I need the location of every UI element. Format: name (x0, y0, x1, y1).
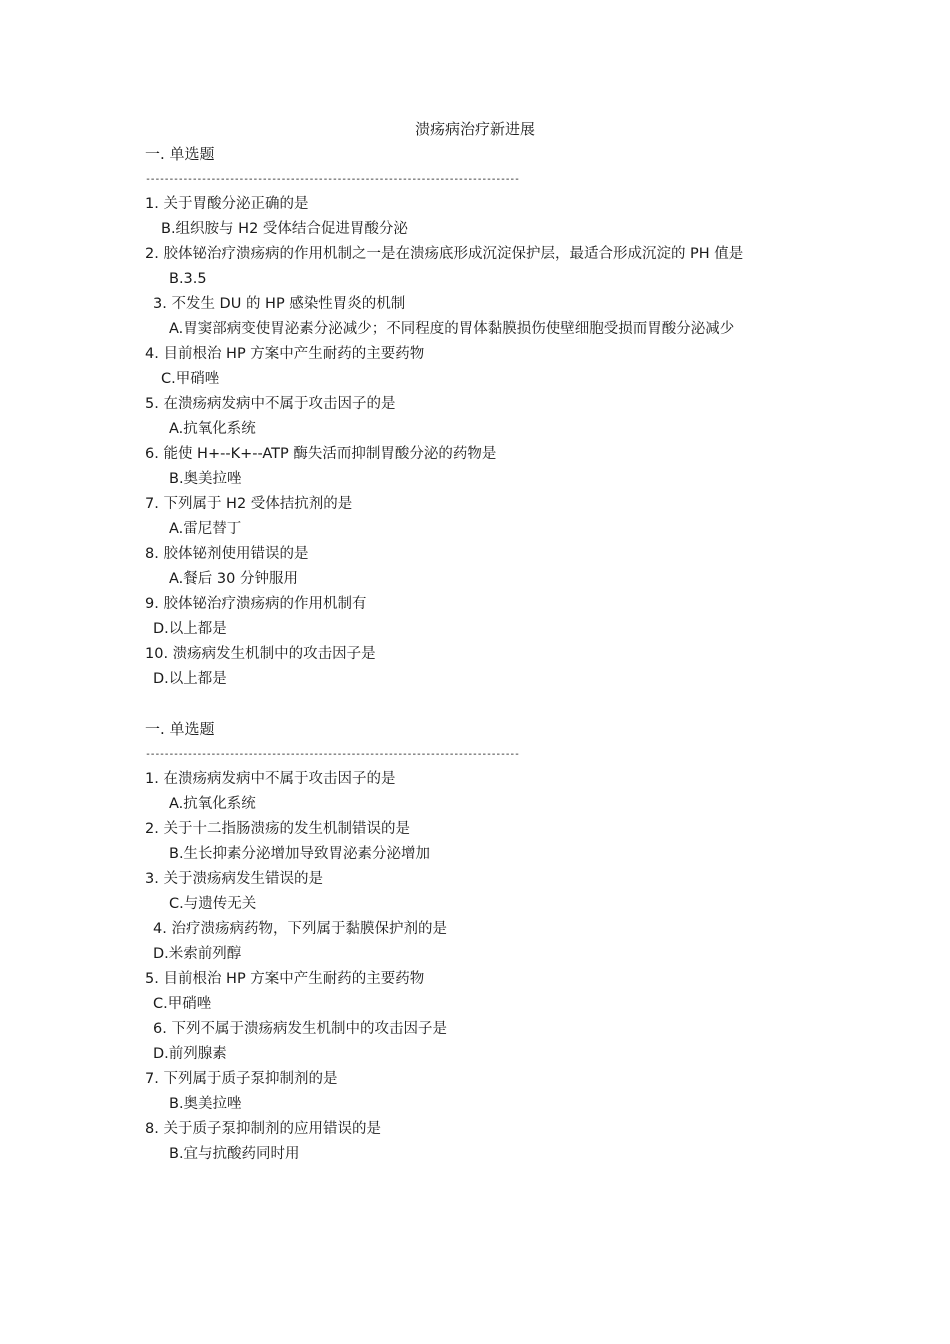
question-text: 3. 关于溃疡病发生错误的是 (145, 871, 323, 887)
answer-text: B.奥美拉唑 (169, 1096, 242, 1112)
divider-line: -------------------------------------------------------------------------------- (145, 174, 519, 185)
document-body (145, 142, 825, 1167)
question-list (145, 767, 825, 1167)
answer-text: A.抗氧化系统 (169, 421, 256, 437)
question-text: 3. 不发生 DU 的 HP 感染性胃炎的机制 (153, 296, 406, 312)
answer-text: D.以上都是 (153, 671, 227, 687)
section-spacer (145, 692, 825, 717)
question-text: 5. 目前根治 HP 方案中产生耐药的主要药物 (145, 971, 425, 987)
answer-text: B.生长抑素分泌增加导致胃泌素分泌增加 (169, 846, 431, 862)
question-text: 1. 在溃疡病发病中不属于攻击因子的是 (145, 771, 396, 787)
answer-text: B.组织胺与 H2 受体结合促进胃酸分泌 (161, 221, 408, 237)
question-list (145, 192, 825, 692)
question-text: 7. 下列属于质子泵抑制剂的是 (145, 1071, 338, 1087)
answer-text: D.米索前列醇 (153, 946, 242, 962)
answer-text: D.前列腺素 (153, 1046, 227, 1062)
answer-text: C.与遗传无关 (169, 896, 257, 912)
question-text: 6. 下列不属于溃疡病发生机制中的攻击因子是 (153, 1021, 447, 1037)
answer-text: A.雷尼替丁 (169, 521, 242, 537)
answer-text: B.3.5 (169, 271, 207, 287)
answer-text: A.抗氧化系统 (169, 796, 256, 812)
question-text: 5. 在溃疡病发病中不属于攻击因子的是 (145, 396, 396, 412)
answer-text: C.甲硝唑 (161, 371, 220, 387)
answer-text: B.奥美拉唑 (169, 471, 242, 487)
question-text: 6. 能使 H+--K+--ATP 酶失活而抑制胃酸分泌的药物是 (145, 446, 497, 462)
answer-text: B.宜与抗酸药同时用 (169, 1146, 300, 1162)
question-text: 4. 治疗溃疡病药物，下列属于黏膜保护剂的是 (153, 921, 447, 937)
answer-text: A.胃窦部病变使胃泌素分泌减少；不同程度的胃体黏膜损伤使壁细胞受损而胃酸分泌减少 (169, 321, 735, 337)
question-text: 1. 关于胃酸分泌正确的是 (145, 196, 309, 212)
document-title: 溃疡病治疗新进展 (414, 120, 535, 138)
answer-text: C.甲硝唑 (153, 996, 212, 1012)
question-text: 8. 关于质子泵抑制剂的应用错误的是 (145, 1121, 381, 1137)
question-text: 2. 关于十二指肠溃疡的发生机制错误的是 (145, 821, 410, 837)
answer-text: A.餐后 30 分钟服用 (169, 571, 298, 587)
divider-line: -------------------------------------------------------------------------------- (145, 749, 519, 760)
question-text: 4. 目前根治 HP 方案中产生耐药的主要药物 (145, 346, 425, 362)
section-heading: 一. 单选题 (145, 145, 215, 163)
section-heading: 一. 单选题 (145, 720, 215, 738)
answer-text: D.以上都是 (153, 621, 227, 637)
question-text: 8. 胶体铋剂使用错误的是 (145, 546, 309, 562)
question-text: 10. 溃疡病发生机制中的攻击因子是 (145, 646, 376, 662)
question-text: 9. 胶体铋治疗溃疡病的作用机制有 (145, 596, 367, 612)
question-text: 7. 下列属于 H2 受体拮抗剂的是 (145, 496, 353, 512)
question-text: 2. 胶体铋治疗溃疡病的作用机制之一是在溃疡底形成沉淀保护层，最适合形成沉淀的 PH 值是 (145, 246, 744, 262)
